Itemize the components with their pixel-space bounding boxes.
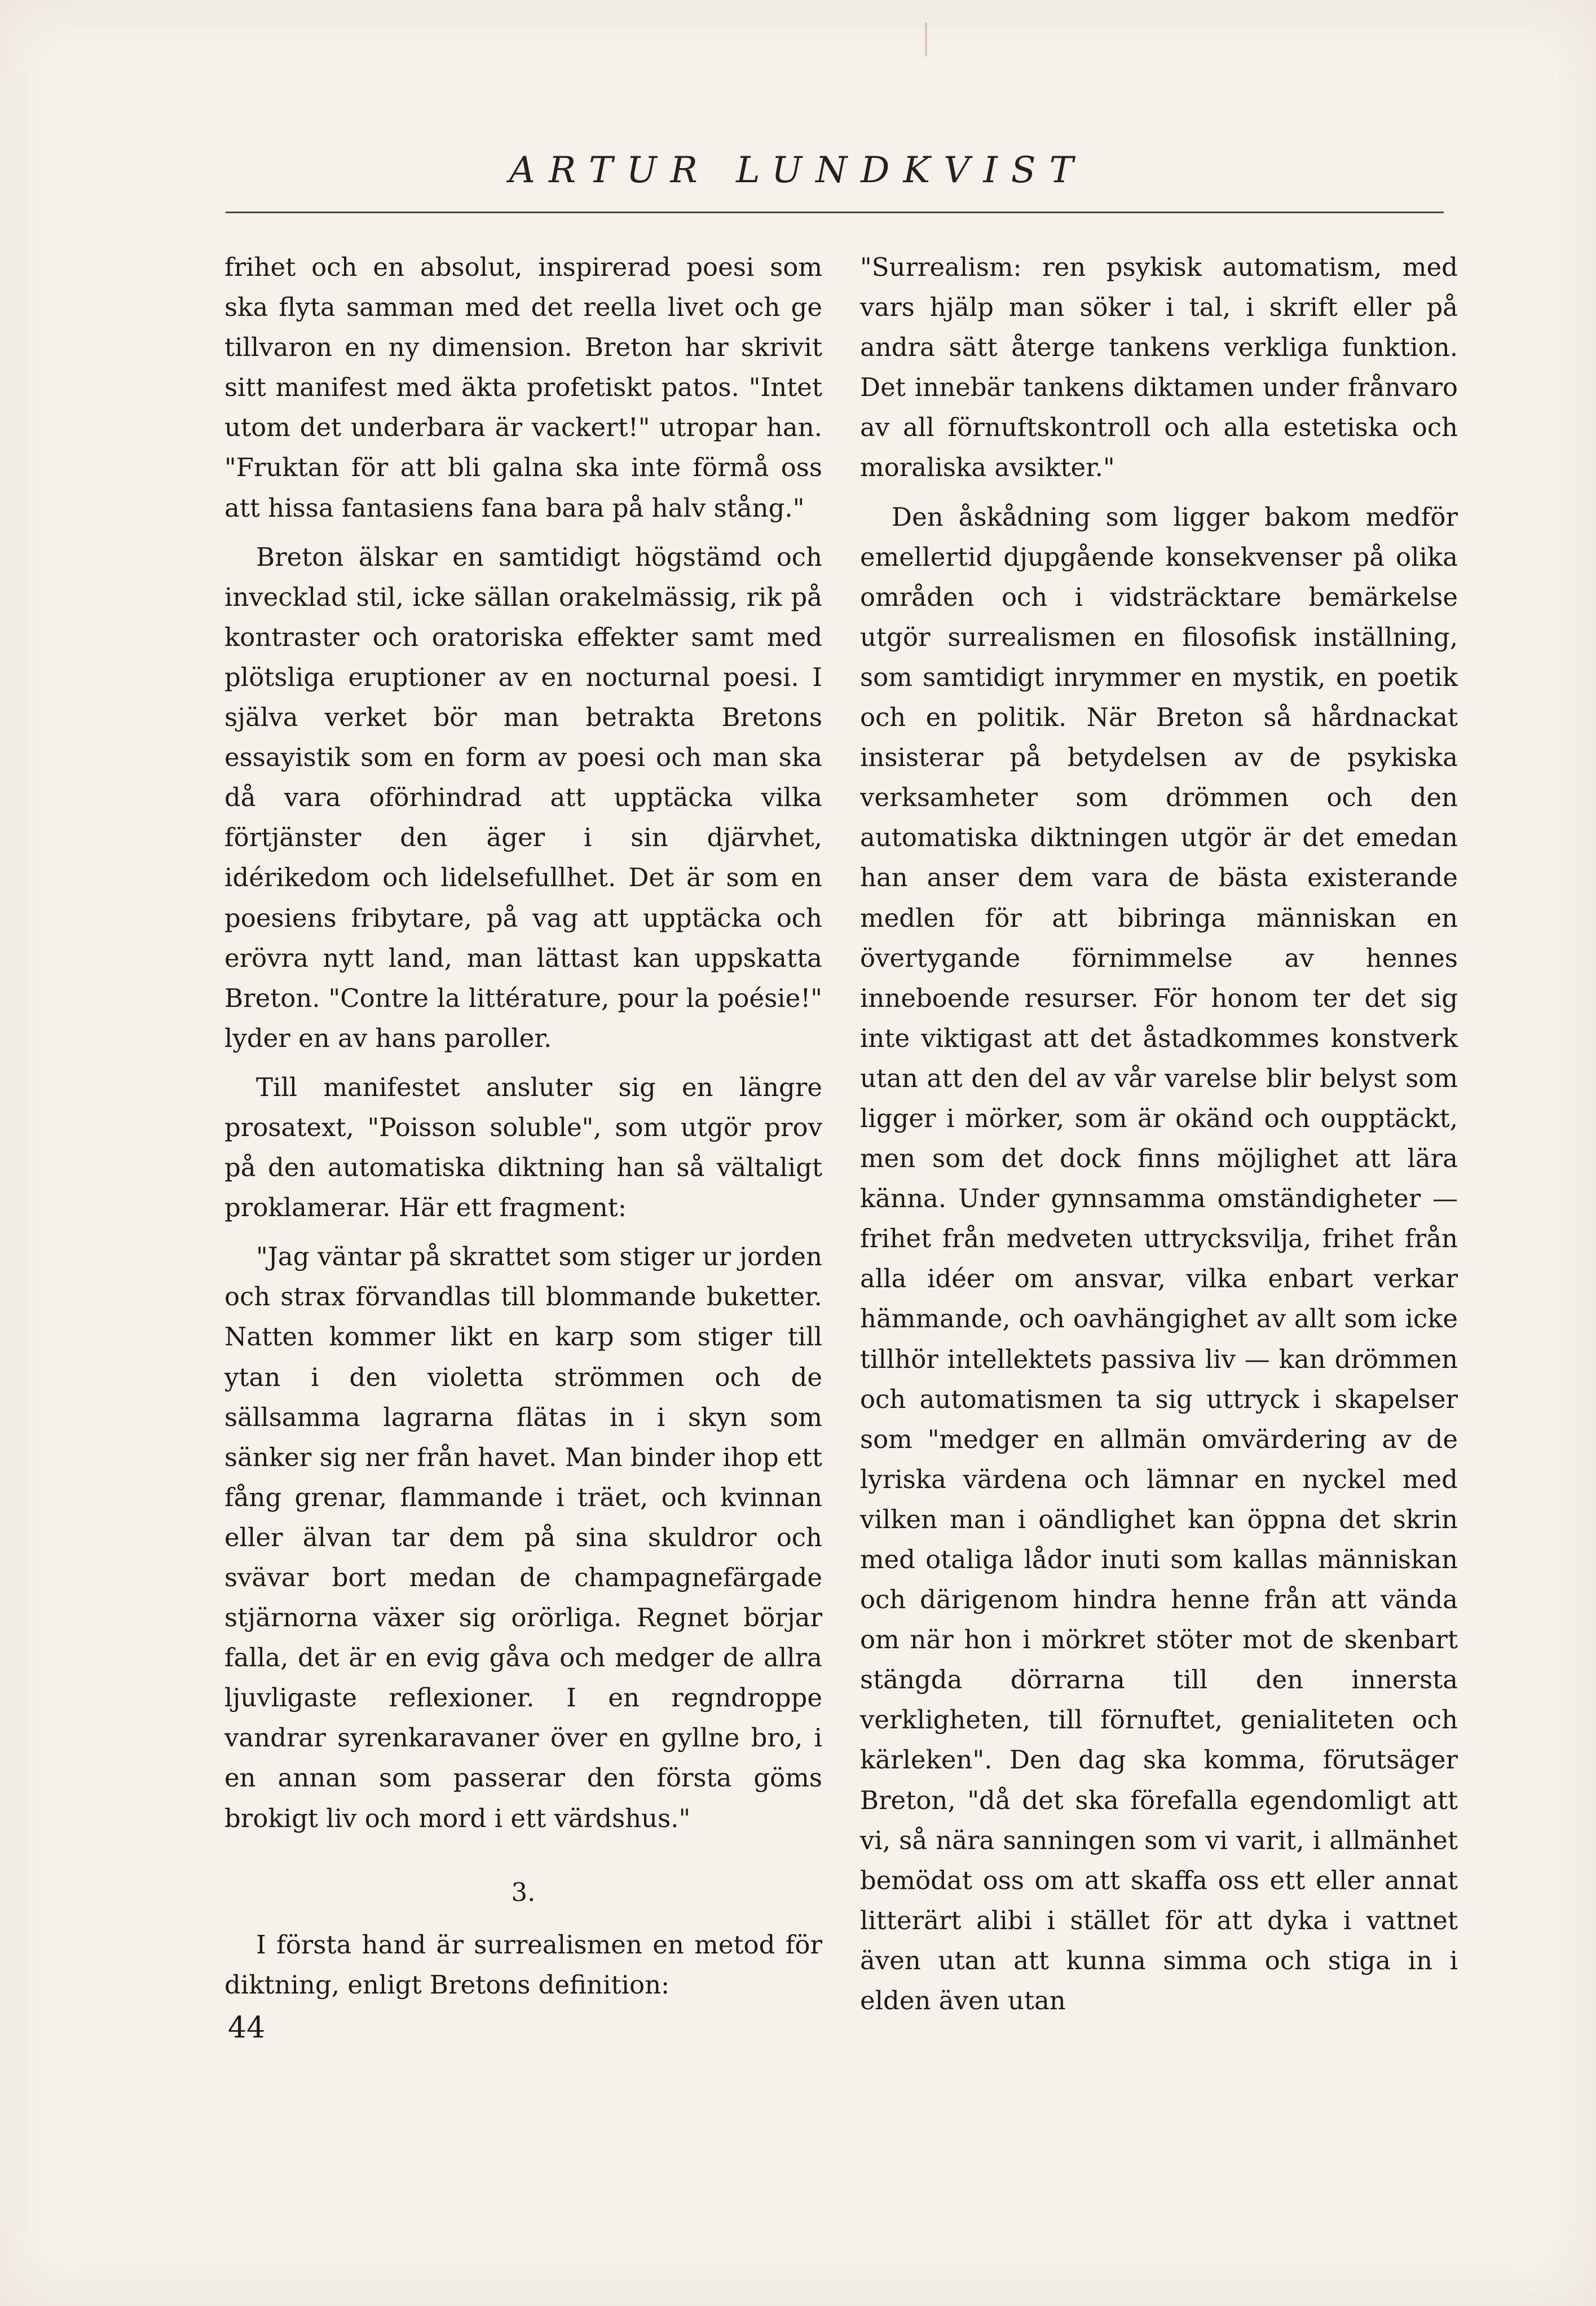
running-head: ARTUR LUNDKVIST xyxy=(509,149,1087,191)
paragraph: Breton älskar en samtidigt högstämd och invecklad stil, icke sällan orakelmässig, rik på kontraster och oratoriska effekter samt med plötsliga eruptioner av en nocturnal poesi. I själva verket bör man betrakta Bretons essayistik som en form av poesi och man ska då vara oförhindrad att upptäcka vilka förtjänster den äger i sin djärvhet, idérikedom och lidelsefullhet. Det är som en poesiens fribytare, på vag att upptäcka och erövra nytt land, man lättast kan uppskatta Breton. "Contre la littérature, pour la poésie!" lyder en av hans paroller. xyxy=(224,542,822,1053)
paragraph: I första hand är surrealismen en metod för diktning, enligt Bretons definition: xyxy=(224,1929,822,2000)
paragraph: Till manifestet ansluter sig en längre prosatext, "Poisson soluble", som utgör prov på den automatiska diktning han så vältaligt proklamerar. Här ett fragment: xyxy=(224,1072,822,1223)
definition-quote: "Surrealism: ren psykisk automatism, med vars hjälp man söker i tal, i skrift eller på andra sätt återge tankens verkliga funktion. Det innebär tankens diktamen under frånvaro av all förnuftskontroll och alla estetiska och moraliska avsikter." xyxy=(860,252,1458,483)
paragraph: frihet och en absolut, inspirerad poesi som ska flyta samman med det reella livet och ge tillvaron en ny dimension. Breton har skrivit sitt manifest med äkta profetiskt patos. "Intet utom det underbara är vackert!" utropar han. "Fruktan för att bli galna ska inte förmå oss att hissa fantasiens fana bara på halv stång." xyxy=(224,252,822,523)
left-column xyxy=(224,247,822,2014)
right-column xyxy=(860,247,1458,2030)
header-rule xyxy=(226,212,1444,213)
section-number: 3. xyxy=(511,1877,536,1907)
block-quote: "Jag väntar på skrattet som stiger ur jorden och strax förvandlas till blommande buketter. Natten kommer likt en karp som stiger till ytan i den violetta strömmen och de sällsamma lagrarna flätas in i skyn som sänker sig ner från havet. Man binder ihop ett fång grenar, flammande i träet, och kvinnan eller älvan tar dem på sina skuldror och svävar bort medan de champagnefärgade stjärnorna växer sig orörliga. Regnet börjar falla, det är en evig gåva och medger de allra ljuvligaste reflexioner. I en regndroppe vandrar syrenkaravaner över en gyllne bro, i en annan som passerar den första göms brokigt liv och mord i ett värdshus." xyxy=(224,1242,822,1833)
page-blemish xyxy=(925,23,927,56)
page-number: 44 xyxy=(228,2011,266,2045)
paragraph: Den åskådning som ligger bakom medför emellertid djupgående konsekvenser på olika områden och i vidsträcktare bemärkelse utgör surrealismen en filosofisk inställning, som samtidigt inrymmer en mystik, en poetik och en politik. När Breton så hårdnackat insisterar på betydelsen av de psykiska verksamheter som drömmen och den automatiska diktningen utgör är det emedan han anser dem vara de bästa existerande medlen för att bibringa människan en övertygande förnimmelse av hennes inneboende resurser. För honom ter det sig inte viktigast att det åstadkommes konstverk utan att den del av vår varelse blir belyst som ligger i mörker, som är okänd och oupptäckt, men som det dock finns möjlighet att lära känna. Under gynnsamma omständigheter — frihet från medveten uttrycksvilja, frihet från alla idéer om ansvar, vilka enbart verkar hämmande, och oavhängighet av allt som icke tillhör intellektets passiva liv — kan drömmen och automatismen ta sig uttryck i skapelser som "medger en allmän omvärdering av de lyriska värdena och lämnar en nyckel med vilken man i oändlighet kan öppna det skrin med otaliga lådor inuti som kallas människan och därigenom hindra henne från att vända om när hon i mörkret stöter mot de skenbart stängda dörrarna till den innersta verkligheten, till förnuftet, genialiteten och kärleken". Den dag ska komma, förutsäger Breton, "då det ska förefalla egendomligt att vi, så nära sanningen som vi varit, i allmänhet bemödat oss om att skaffa oss ett eller annat litterärt alibi i stället för att dyka i vattnet även utan att kunna simma och stiga in i elden även utan xyxy=(860,501,1458,2016)
